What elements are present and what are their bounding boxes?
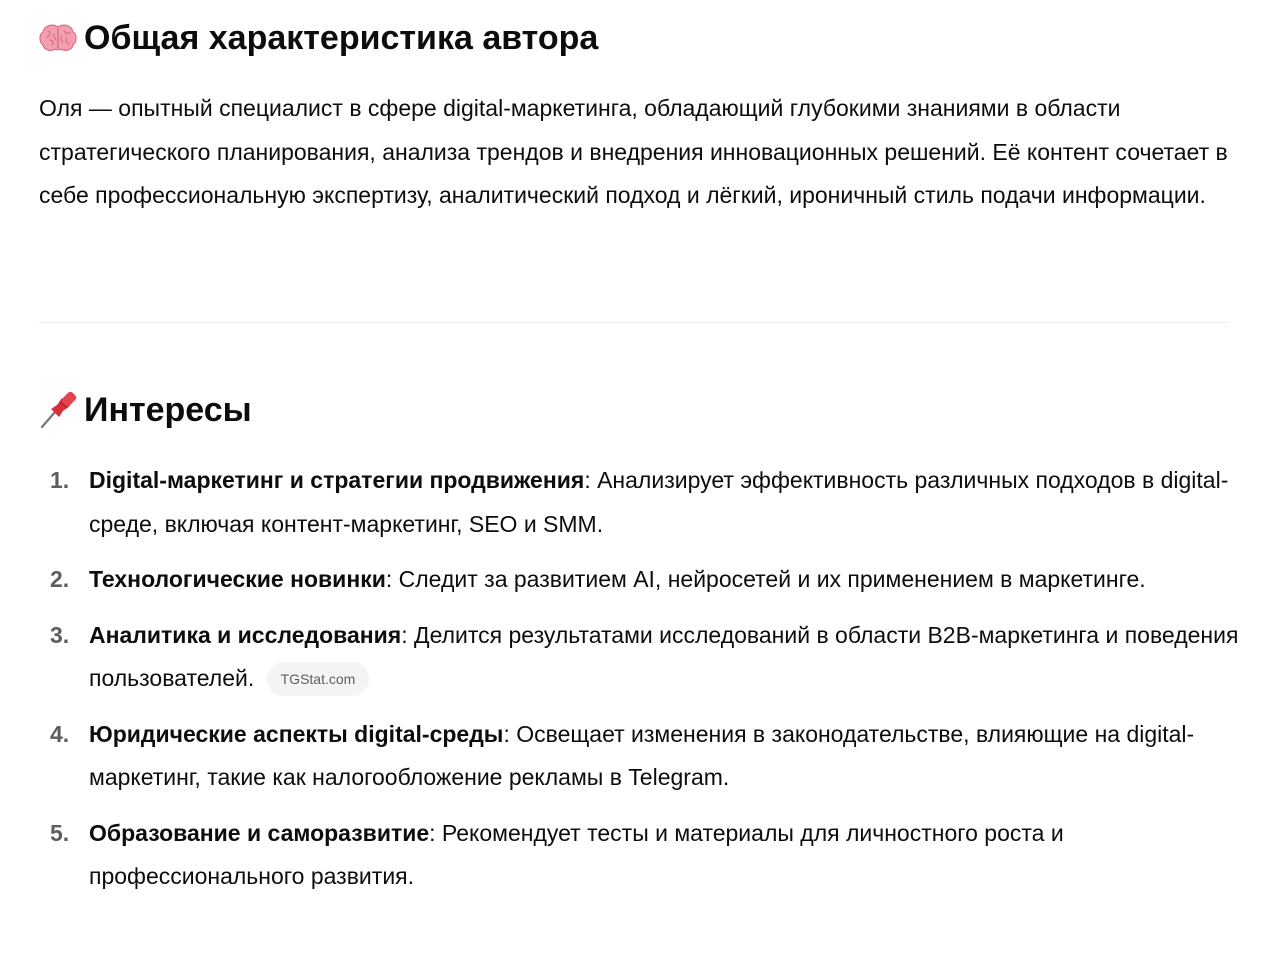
author-section-title: [38, 18, 598, 58]
interest-number: 5.: [50, 819, 70, 846]
interest-title: Юридические аспекты digital-среды: [89, 720, 504, 747]
brain-icon: [38, 18, 78, 58]
interest-text: : Делится результатами исследований в области B2B-маркетинга и поведения пользователей.: [89, 621, 1239, 691]
interest-item: [0, 812, 1280, 899]
author-section-title-text: Общая характеристика автора: [84, 19, 599, 57]
interest-number: 3.: [50, 621, 70, 648]
interest-title: Digital-маркетинг и стратегии продвижения: [89, 467, 585, 493]
interest-title: Технологические новинки: [89, 566, 386, 592]
interest-text: : Освещает изменения в законодательстве, влияющие на digital-маркетинг, такие как налогообложение рекламы в Telegram.: [89, 720, 1195, 790]
interest-text: : Анализирует эффективность различных подходов в digital-среде, включая контент-маркетинг, SEO и SMM.: [89, 467, 1229, 537]
interest-item: [0, 713, 1280, 800]
interest-title: Аналитика и исследования: [89, 621, 402, 648]
section-divider: [39, 322, 1228, 323]
interest-item: [0, 459, 1280, 546]
source-link-tgstat[interactable]: TGStat.com: [267, 662, 370, 696]
interest-number: 4.: [50, 720, 70, 747]
interests-section-title: [38, 390, 252, 430]
interest-item: [0, 558, 1280, 602]
interests-section-title-text: Интересы: [84, 391, 252, 429]
interest-text: : Рекомендует тесты и материалы для личностного роста и профессионального развития.: [89, 819, 1064, 889]
author-description: Оля — опытный специалист в сфере digital-маркетинга, обладающий глубокими знаниями в области стратегического планирования, анализа трендов и внедрения инновационных решений. Её контент сочетает в себе профессиональную экспертизу, аналитический подход и лёгкий, ироничный стиль подачи информации.: [39, 95, 1228, 208]
interest-number: 1.: [50, 467, 70, 493]
interest-text: : Следит за развитием AI, нейросетей и их применением в маркетинге.: [385, 566, 1146, 592]
interest-title: Образование и саморазвитие: [89, 819, 430, 846]
interest-item: [0, 614, 1280, 701]
interests-list: [0, 459, 1280, 911]
interest-number: 2.: [50, 566, 70, 592]
pushpin-icon: [38, 390, 78, 430]
